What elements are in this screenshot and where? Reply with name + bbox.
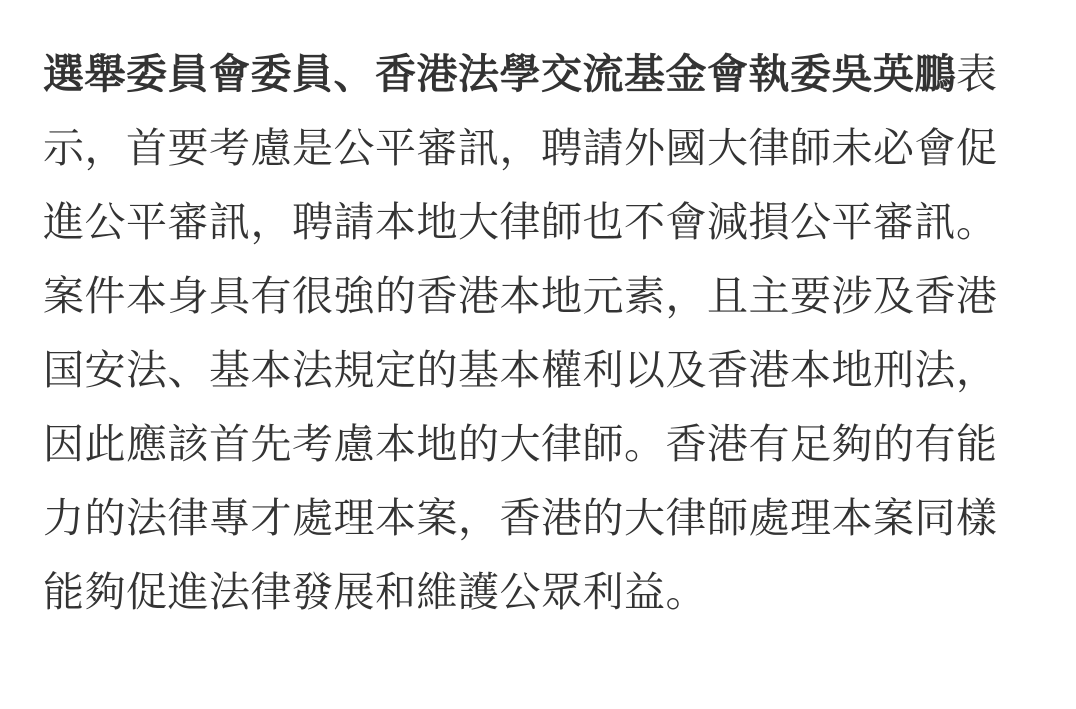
article-paragraph [43, 37, 1033, 629]
paragraph-body-text: 表示，首要考慮是公平審訊，聘請外國大律師未必會促進公平審訊，聘請本地大律師也不會減損公平審訊。案件本身具有很強的香港本地元素，且主要涉及香港国安法、基本法規定的基本權利以及香港本地刑法，因此應該首先考慮本地的大律師。香港有足夠的有能力的法律專才處理本案，香港的大律師處理本案同樣能夠促進法律發展和維護公眾利益。 [43, 51, 998, 615]
speaker-title-bold-lead: 選舉委員會委員、香港法學交流基金會執委吳英鵬 [43, 51, 956, 97]
